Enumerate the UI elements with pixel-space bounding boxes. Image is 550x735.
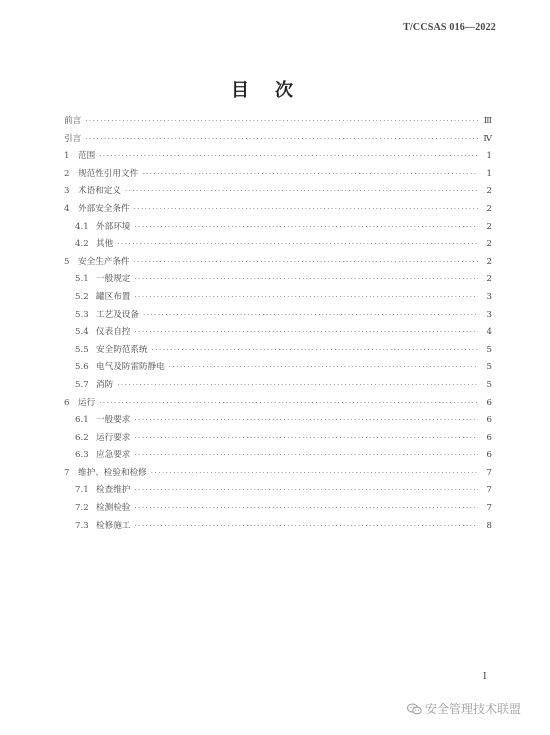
toc-entry[interactable] — [64, 132, 492, 150]
toc-entry[interactable] — [64, 431, 492, 449]
toc-entry-number: 4.1 — [75, 221, 89, 232]
toc-entry-label: 工艺及设备 — [96, 309, 139, 320]
toc-entry-page: 1 — [486, 151, 492, 162]
dot-leader — [134, 258, 478, 266]
dot-leader — [143, 311, 478, 319]
watermark — [407, 700, 521, 717]
toc-entry-page: 2 — [486, 239, 492, 250]
dot-leader — [85, 117, 478, 125]
toc-entry-label: 引言 — [64, 133, 82, 144]
toc-entry[interactable] — [64, 466, 492, 484]
toc-entry-page: 6 — [486, 432, 492, 443]
toc-entry-label: 检修施工 — [96, 520, 131, 531]
toc-entry-label: 维护、检验和检修 — [78, 467, 147, 478]
toc-entry-number: 5.5 — [75, 344, 89, 355]
toc-entry-number: 6.1 — [75, 415, 89, 426]
toc-entry-number: 7.1 — [75, 485, 89, 496]
toc-entry[interactable] — [64, 343, 492, 361]
toc-entry-label: 运行 — [78, 397, 96, 408]
toc-entry-page: 4 — [486, 327, 492, 338]
toc-entry[interactable] — [64, 396, 492, 414]
toc-entry-label: 术语和定义 — [78, 186, 121, 197]
toc-entry[interactable] — [64, 483, 492, 501]
dot-leader — [85, 135, 478, 143]
toc-entry-page: 3 — [486, 309, 492, 320]
toc-entry-label: 规范性引用文件 — [78, 168, 139, 179]
toc-entry[interactable] — [64, 202, 492, 220]
toc-entry[interactable] — [64, 378, 492, 396]
toc-entry[interactable] — [64, 501, 492, 519]
toc-entry-number: 3 — [64, 186, 70, 197]
dot-leader — [151, 469, 478, 477]
toc-entry-number: 6 — [64, 397, 70, 408]
toc-entry-number: 7 — [64, 467, 70, 478]
toc-entry-label: 安全防范系统 — [96, 344, 148, 355]
dot-leader — [134, 328, 478, 336]
wechat-icon — [407, 703, 422, 715]
toc-entry[interactable] — [64, 325, 492, 343]
dot-leader — [142, 170, 478, 178]
toc-entry-label: 检查维护 — [96, 485, 131, 496]
toc-entry-label: 罐区布置 — [96, 291, 131, 302]
toc-entry-label: 范围 — [78, 151, 96, 162]
dot-leader — [99, 152, 478, 160]
toc-entry-number: 5.4 — [75, 327, 89, 338]
toc-entry[interactable] — [64, 167, 492, 185]
toc-entry-page: 7 — [486, 503, 492, 514]
dot-leader — [152, 346, 478, 354]
toc-entry-page: 2 — [486, 256, 492, 267]
toc-entry-number: 5.6 — [75, 362, 89, 373]
dot-leader — [125, 187, 478, 195]
toc-entry-label: 检测检验 — [96, 503, 131, 514]
toc-entry-page: 1 — [486, 168, 492, 179]
toc-entry-number: 5.2 — [75, 291, 89, 302]
toc-entry[interactable] — [64, 413, 492, 431]
toc-entry-page: 5 — [486, 379, 492, 390]
toc-entry[interactable] — [64, 448, 492, 466]
toc-entry-number: 7.3 — [75, 520, 89, 531]
toc-entry-number: 4 — [64, 203, 70, 214]
toc-entry[interactable] — [64, 272, 492, 290]
dot-leader — [134, 293, 478, 301]
toc-entry-number: 6.3 — [75, 450, 89, 461]
toc-entry-label: 其他 — [96, 239, 114, 250]
toc-entry[interactable] — [64, 308, 492, 326]
dot-leader — [134, 223, 478, 231]
toc-entry[interactable] — [64, 220, 492, 238]
dot-leader — [134, 504, 478, 512]
page-title: 目次 — [231, 80, 319, 101]
toc-entry-label: 运行要求 — [96, 432, 131, 443]
page-number: I — [483, 672, 487, 682]
toc-entry-label: 应急要求 — [96, 450, 131, 461]
toc-entry[interactable] — [64, 184, 492, 202]
toc-entry-label: 前言 — [64, 116, 82, 126]
dot-leader — [134, 416, 478, 424]
dot-leader — [134, 486, 478, 494]
toc-entry[interactable] — [64, 149, 492, 167]
toc-entry-label: 消防 — [96, 379, 114, 390]
toc-entry-page: 2 — [486, 186, 492, 197]
toc-entry-label: 电气及防雷防静电 — [96, 362, 165, 373]
toc-entry-page: 2 — [486, 274, 492, 285]
toc-entry-page: Ⅳ — [483, 133, 492, 144]
toc-entry[interactable] — [64, 114, 492, 132]
toc-entry-number: 6.2 — [75, 432, 89, 443]
toc-entry-page: Ⅲ — [483, 116, 492, 126]
dot-leader — [134, 275, 478, 283]
toc-entry-page: 2 — [486, 203, 492, 214]
toc-entry-number: 5.7 — [75, 379, 89, 390]
toc-entry-page: 7 — [486, 485, 492, 496]
toc-entry[interactable] — [64, 255, 492, 273]
toc-entry-label: 一般要求 — [96, 415, 131, 426]
standard-code: T/CCSAS 016—2022 — [403, 22, 496, 33]
toc-entry-number: 7.2 — [75, 503, 89, 514]
toc-entry-number: 2 — [64, 168, 70, 179]
toc-entry-number: 4.2 — [75, 239, 89, 250]
dot-leader — [117, 381, 478, 389]
dot-leader — [169, 363, 478, 371]
toc-entry-page: 5 — [486, 362, 492, 373]
toc-entry[interactable] — [64, 237, 492, 255]
toc-entry-label: 仪表自控 — [96, 327, 131, 338]
toc-entry-number: 5.1 — [75, 274, 89, 285]
toc-entry-label: 外部环境 — [96, 221, 131, 232]
watermark-text: 安全管理技术联盟 — [425, 702, 522, 716]
toc-entry-page: 3 — [486, 291, 492, 302]
toc-entry-page: 5 — [486, 344, 492, 355]
toc-entry-page: 8 — [486, 520, 492, 531]
table-of-contents — [64, 114, 492, 536]
toc-entry-number: 1 — [64, 151, 70, 162]
toc-entry-label: 一般规定 — [96, 274, 131, 285]
toc-entry-number: 5.3 — [75, 309, 89, 320]
toc-entry-label: 外部安全条件 — [78, 203, 130, 214]
dot-leader — [134, 434, 478, 442]
toc-entry-page: 7 — [486, 467, 492, 478]
toc-entry[interactable] — [64, 290, 492, 308]
dot-leader — [117, 240, 478, 248]
toc-entry-page: 2 — [486, 221, 492, 232]
toc-entry-label: 安全生产条件 — [78, 256, 130, 267]
toc-entry-page: 6 — [486, 397, 492, 408]
toc-entry[interactable] — [64, 360, 492, 378]
dot-leader — [134, 205, 478, 213]
toc-entry-page: 6 — [486, 450, 492, 461]
dot-leader — [134, 522, 478, 530]
toc-entry[interactable] — [64, 519, 492, 537]
toc-entry-page: 6 — [486, 415, 492, 426]
dot-leader — [134, 451, 478, 459]
toc-entry-number: 5 — [64, 256, 70, 267]
dot-leader — [99, 399, 478, 407]
